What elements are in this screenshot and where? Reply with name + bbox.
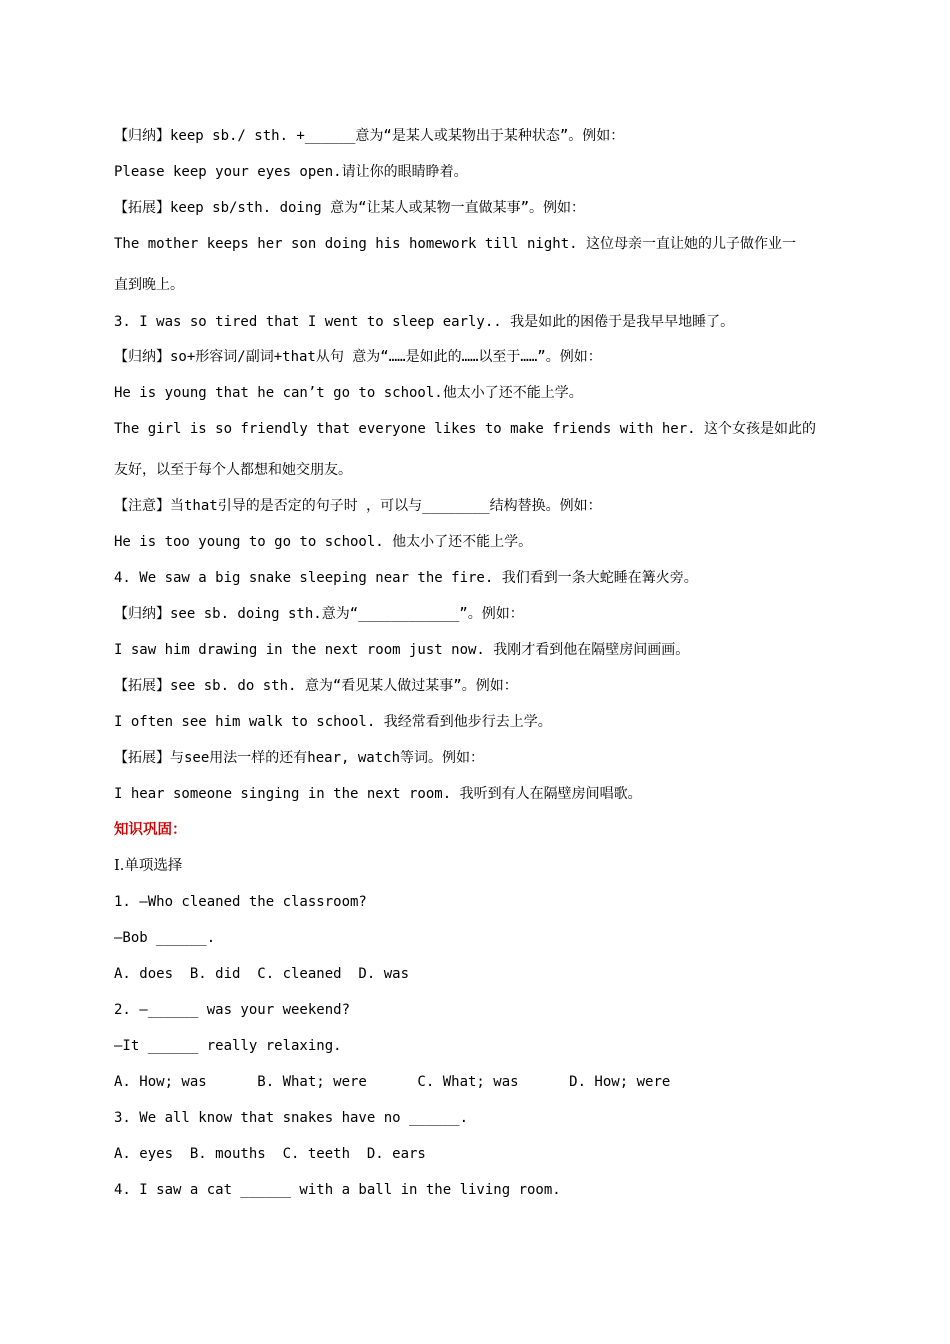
- text-line: I often see him walk to school. 我经常看到他步行去上学。: [114, 714, 552, 730]
- text-line: I hear someone singing in the next room. 我听到有人在隔壁房间唱歌。: [114, 786, 642, 802]
- text-line: He is young that he can’t go to school.他太小了还不能上学。: [114, 385, 583, 401]
- text-line: 4. We saw a big snake sleeping near the fire. 我们看到一条大蛇睡在篝火旁。: [114, 570, 698, 586]
- text-line: 【归纳】keep sb./ sth. +______意为“是某人或某物出于某种状态”。例如：: [114, 128, 625, 144]
- question-line: —It ______ really relaxing.: [114, 1038, 342, 1054]
- question-line: 1. —Who cleaned the classroom?: [114, 894, 367, 910]
- subsection-title: Ⅰ.单项选择: [114, 858, 183, 874]
- text-line: Please keep your eyes open.请让你的眼睛睁着。: [114, 164, 468, 180]
- text-line: 直到晚上。: [114, 277, 184, 293]
- text-line: The girl is so friendly that everyone likes to make friends with her. 这个女孩是如此的: [114, 421, 817, 437]
- text-line: 【拓展】keep sb/sth. doing 意为“让某人或某物一直做某事”。例如：: [114, 200, 586, 216]
- text-line: 【拓展】与see用法一样的还有hear, watch等词。例如：: [114, 750, 485, 766]
- text-line: The mother keeps her son doing his homework till night. 这位母亲一直让她的儿子做作业一: [114, 236, 797, 252]
- question-options: A. does B. did C. cleaned D. was: [114, 966, 410, 982]
- question-options: A. How; was B. What; were C. What; was D. How; were: [114, 1074, 671, 1090]
- question-line: 4. I saw a cat ______ with a ball in the living room.: [114, 1182, 561, 1198]
- text-line: 【注意】当that引导的是否定的句子时 ，可以与________结构替换。例如：: [114, 498, 602, 514]
- text-line: I saw him drawing in the next room just now. 我刚才看到他在隔壁房间画画。: [114, 642, 690, 658]
- section-heading: 知识巩固：: [114, 821, 187, 838]
- text-line: He is too young to go to school. 他太小了还不能上学。: [114, 534, 533, 550]
- question-line: 2. —______ was your weekend?: [114, 1002, 351, 1018]
- text-line: 3. I was so tired that I went to sleep early.. 我是如此的困倦于是我早早地睡了。: [114, 314, 735, 330]
- question-line: —Bob ______.: [114, 930, 216, 946]
- text-line: 友好，以至于每个人都想和她交朋友。: [114, 462, 352, 478]
- question-line: 3. We all know that snakes have no ______.: [114, 1110, 469, 1126]
- text-line: 【拓展】see sb. do sth. 意为“看见某人做过某事”。例如：: [114, 678, 518, 694]
- text-line: 【归纳】so+形容词/副词+that从句 意为“……是如此的……以至于……”。例如：: [114, 349, 602, 365]
- text-line: 【归纳】see sb. doing sth.意为“____________”。例如：: [114, 606, 524, 622]
- question-options: A. eyes B. mouths C. teeth D. ears: [114, 1146, 426, 1162]
